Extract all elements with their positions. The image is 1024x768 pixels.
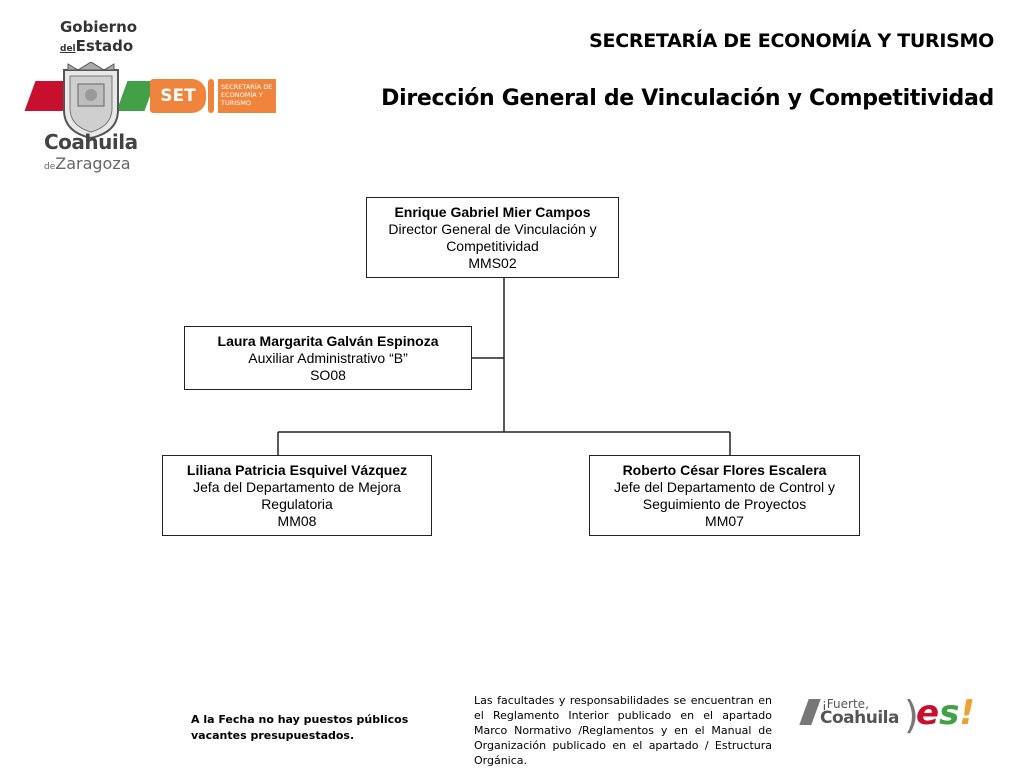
org-box-assistant — [184, 326, 472, 390]
logo-gobierno-text: Gobierno — [60, 18, 138, 36]
fuerte-paren: ) — [904, 693, 919, 737]
fuerte-es-text: es! — [916, 693, 975, 733]
set-badge: SET — [150, 79, 206, 113]
page-subtitle: Dirección General de Vinculación y Competitividad — [381, 86, 994, 111]
director-role: Director General de Vinculación y Competitividad — [388, 221, 597, 254]
mejora-code: MM08 — [277, 513, 317, 529]
assistant-code: SO08 — [310, 367, 346, 383]
mejora-name: Liliana Patricia Esquivel Vázquez — [186, 462, 408, 478]
logo-estado-text: delEstado — [60, 37, 134, 55]
vacancies-note: A la Fecha no hay puestos públicos vacantes presupuestados. — [191, 713, 409, 742]
fuerte-tagline: ¡Fuerte, — [822, 697, 869, 711]
control-code: MM07 — [705, 513, 744, 529]
page-title: SECRETARÍA DE ECONOMÍA Y TURISMO — [589, 30, 994, 52]
org-box-mejora-regulatoria — [162, 455, 432, 536]
fuerte-coahuila-text: Coahuila — [820, 708, 899, 728]
org-box-director — [366, 197, 619, 278]
director-code: MMS02 — [468, 255, 517, 271]
control-role: Jefe del Departamento de Control y Seguimiento de Proyectos — [613, 479, 835, 512]
set-logo-text: SECRETARÍA DE ECONOMÍA Y TURISMO — [218, 79, 276, 113]
org-box-control-seguimiento — [589, 455, 860, 536]
fuerte-coahuila-logo — [804, 695, 980, 739]
mejora-role: Jefa del Departamento de Mejora Regulatoria — [193, 479, 401, 512]
assistant-name: Laura Margarita Galván Espinoza — [217, 333, 439, 349]
director-name: Enrique Gabriel Mier Campos — [394, 204, 591, 220]
responsibilities-note: Las facultades y responsabilidades se encuentran en el Reglamento Interior publicado en el apartado Marco Normativo /Reglamentos y en el Manual de Organización publicado en el apartado / Estructura Orgánica. — [474, 694, 772, 767]
assistant-role: Auxiliar Administrativo “B” — [248, 350, 408, 366]
control-name: Roberto César Flores Escalera — [622, 462, 827, 478]
logo-coahuila-text: Coahuila — [44, 130, 138, 154]
logo-zaragoza-text: deZaragoza — [44, 154, 131, 173]
